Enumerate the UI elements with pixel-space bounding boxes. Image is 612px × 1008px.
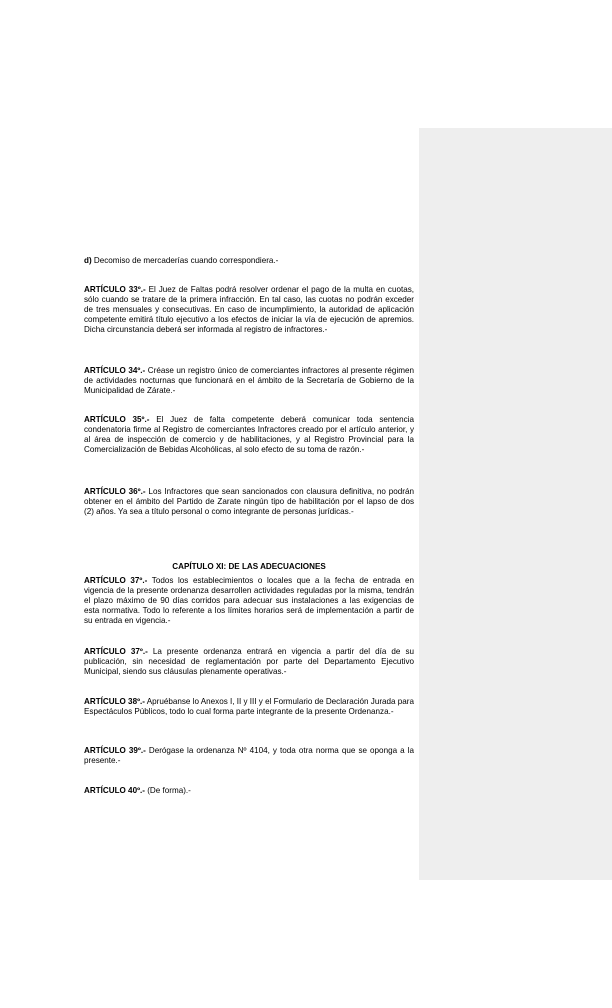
article-35: ARTÍCULO 35º.- El Juez de falta competente deberá comunicar toda sentencia condenatoria firme al Registro de comerciantes Infractores creado por el artículo anterior, y al área de inspección de comercio y de habilitaciones, y al Registro Provincial para la Comercialización de Bebidas Alcohólicas, al solo efecto de su toma de razón.- (84, 415, 414, 454)
chapter-title: CAPÍTULO XI: DE LAS ADECUACIONES (172, 562, 326, 571)
item-d: d) Decomiso de mercaderías cuando correspondiera.- (84, 256, 279, 265)
comment-pane (419, 128, 612, 880)
article-38: ARTÍCULO 38º.- Apruébanse lo Anexos I, II y III y el Formulario de Declaración Jurada para Espectáculos Públicos, todo lo cual forma parte integrante de la presente Ordenanza.- (84, 697, 415, 716)
article-37-b: ARTÍCULO 37º.- La presente ordenanza entrará en vigencia a partir del día de su publicación, sin necesidad de reglamentación por parte del Departamento Ejecutivo Municipal, siendo sus cláusulas plenamente operativas.- (84, 647, 414, 676)
article-33: ARTÍCULO 33º.- El Juez de Faltas podrá resolver ordenar el pago de la multa en cuotas, sólo cuando se tratare de la primera infracción. En tal caso, las cuotas no podrán exceder de tres mensuales y consecutivas. En caso de incumplimiento, la autoridad de aplicación competente emitirá título ejecutivo a los efectos de iniciar la vía de ejecución de apremios. Dicha circunstancia deberá ser informada al registro de infractores.- (84, 285, 414, 334)
article-39: ARTÍCULO 39º.- Derógase la ordenanza Nº 4104, y toda otra norma que se oponga a la presente.- (84, 746, 415, 765)
article-36: ARTÍCULO 36º.- Los Infractores que sean sancionados con clausura definitiva, no podrán obtener en el ámbito del Partido de Zarate ningún tipo de habilitación por el lapso de dos (2) años. Ya sea a título personal o como integrante de personas jurídicas.- (84, 487, 414, 516)
article-37-a: ARTÍCULO 37º.- Todos los establecimientos o locales que a la fecha de entrada en vigencia de la presente ordenanza desarrollen actividades reguladas por la misma, tendrán el plazo máximo de 90 días corridos para adecuar sus instalaciones a las exigencias de esta normativa. Todo lo referente a los límites horarios será de implementación a partir de su entrada en vigencia.- (84, 576, 414, 625)
article-40: ARTÍCULO 40º.- (De forma).- (84, 786, 191, 795)
article-34: ARTÍCULO 34º.- Créase un registro único de comerciantes infractores al presente régimen de actividades nocturnas que funcionará en el ámbito de la Secretaría de Gobierno de la Municipalidad de Zárate.- (84, 366, 414, 395)
